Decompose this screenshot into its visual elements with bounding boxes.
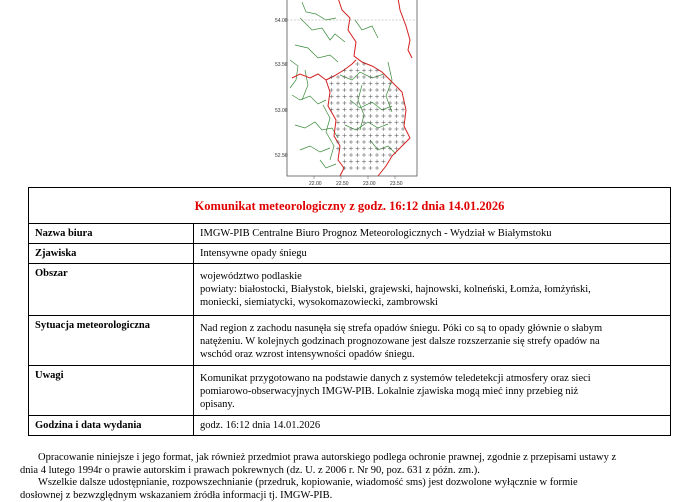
warning-map [0, 0, 700, 188]
label-issue-time: Godzina i data wydania [29, 416, 194, 436]
value-line: powiaty: białostocki, Białystok, bielski, grajewski, hajnowski, kolneński, Łomża, łomżyński, [200, 284, 591, 295]
lon-label: 22.00 [309, 181, 322, 187]
lat-label: 53.50 [275, 62, 288, 68]
lon-label: 23.50 [390, 181, 403, 187]
label-situation: Sytuacja meteorologiczna [29, 316, 194, 366]
lat-label: 54.00 [275, 18, 288, 24]
row-remarks [29, 366, 671, 416]
value-line: godz. 16:12 dnia 14.01.2026 [200, 420, 321, 431]
footer-line: Wszelkie dalsze udostępnianie, rozpowszechnianie (przedruk, kopiowanie, wiadomość sms) jest dozwolone wyłącznie w formie [38, 477, 578, 488]
footer-line: dnia 4 lutego 1994r o prawie autorskim i prawach pokrewnych (dz. U. z 2006 r. Nr 90, poz. 631 z późn. zm.). [20, 464, 480, 476]
report-title-row [29, 188, 671, 224]
report-table [28, 187, 671, 436]
value-line: Nad region z zachodu nasunęła się strefa opadów śniegu. Póki co są to opady głównie o słabym [200, 323, 603, 334]
label-remarks: Uwagi [29, 366, 194, 416]
row-area [29, 264, 671, 316]
value-office [194, 224, 671, 244]
copyright-footer [20, 452, 671, 502]
report-title: Komunikat meteorologiczny z godz. 16:12 dnia 14.01.2026 [29, 188, 671, 224]
lon-label: 22.50 [336, 181, 349, 187]
value-line: natężeniu. W kolejnych godzinach prognozowane jest dalsze rozszerzanie się strefy opadów na [200, 336, 600, 347]
lon-label: 23.00 [363, 181, 376, 187]
value-line: Intensywne opady śniegu [200, 248, 307, 259]
map-svg [0, 0, 700, 188]
value-issue-time [194, 416, 671, 436]
redistribution-paragraph [20, 477, 671, 502]
value-situation [194, 316, 671, 366]
value-area [194, 264, 671, 316]
lat-label: 52.50 [275, 153, 288, 159]
label-area: Obszar [29, 264, 194, 316]
copyright-paragraph [20, 452, 671, 477]
value-line: województwo podlaskie [200, 271, 302, 282]
value-line: IMGW-PIB Centralne Biuro Prognoz Meteorologicznych - Wydział w Białymstoku [200, 228, 552, 239]
row-office [29, 224, 671, 244]
row-phenomena [29, 244, 671, 264]
label-office: Nazwa biura [29, 224, 194, 244]
value-phenomena [194, 244, 671, 264]
value-remarks [194, 366, 671, 416]
label-phenomena: Zjawiska [29, 244, 194, 264]
lat-label: 53.00 [275, 108, 288, 114]
row-issue-time [29, 416, 671, 436]
footer-line: dosłownej z bezwzględnym wskazaniem źródła informacji tj. IMGW-PIB. [20, 489, 333, 501]
value-line: Komunikat przygotowano na podstawie danych z systemów teledetekcji atmosfery oraz sieci [200, 373, 591, 384]
value-line: pomiarowo-obserwacyjnych IMGW-PIB. Lokalnie zjawiska mogą mieć inny przebieg niż [200, 386, 579, 397]
value-line: opisany. [200, 399, 235, 410]
footer-line: Opracowanie niniejsze i jego format, jak również przedmiot prawa autorskiego podlega ochronie prawnej, zgodnie z przepisami ustawy z [38, 452, 617, 463]
row-situation [29, 316, 671, 366]
value-line: wschód oraz wzrost intensywności opadów śniegu. [200, 349, 415, 360]
value-line: moniecki, siemiatycki, wysokomazowiecki, zambrowski [200, 297, 438, 308]
